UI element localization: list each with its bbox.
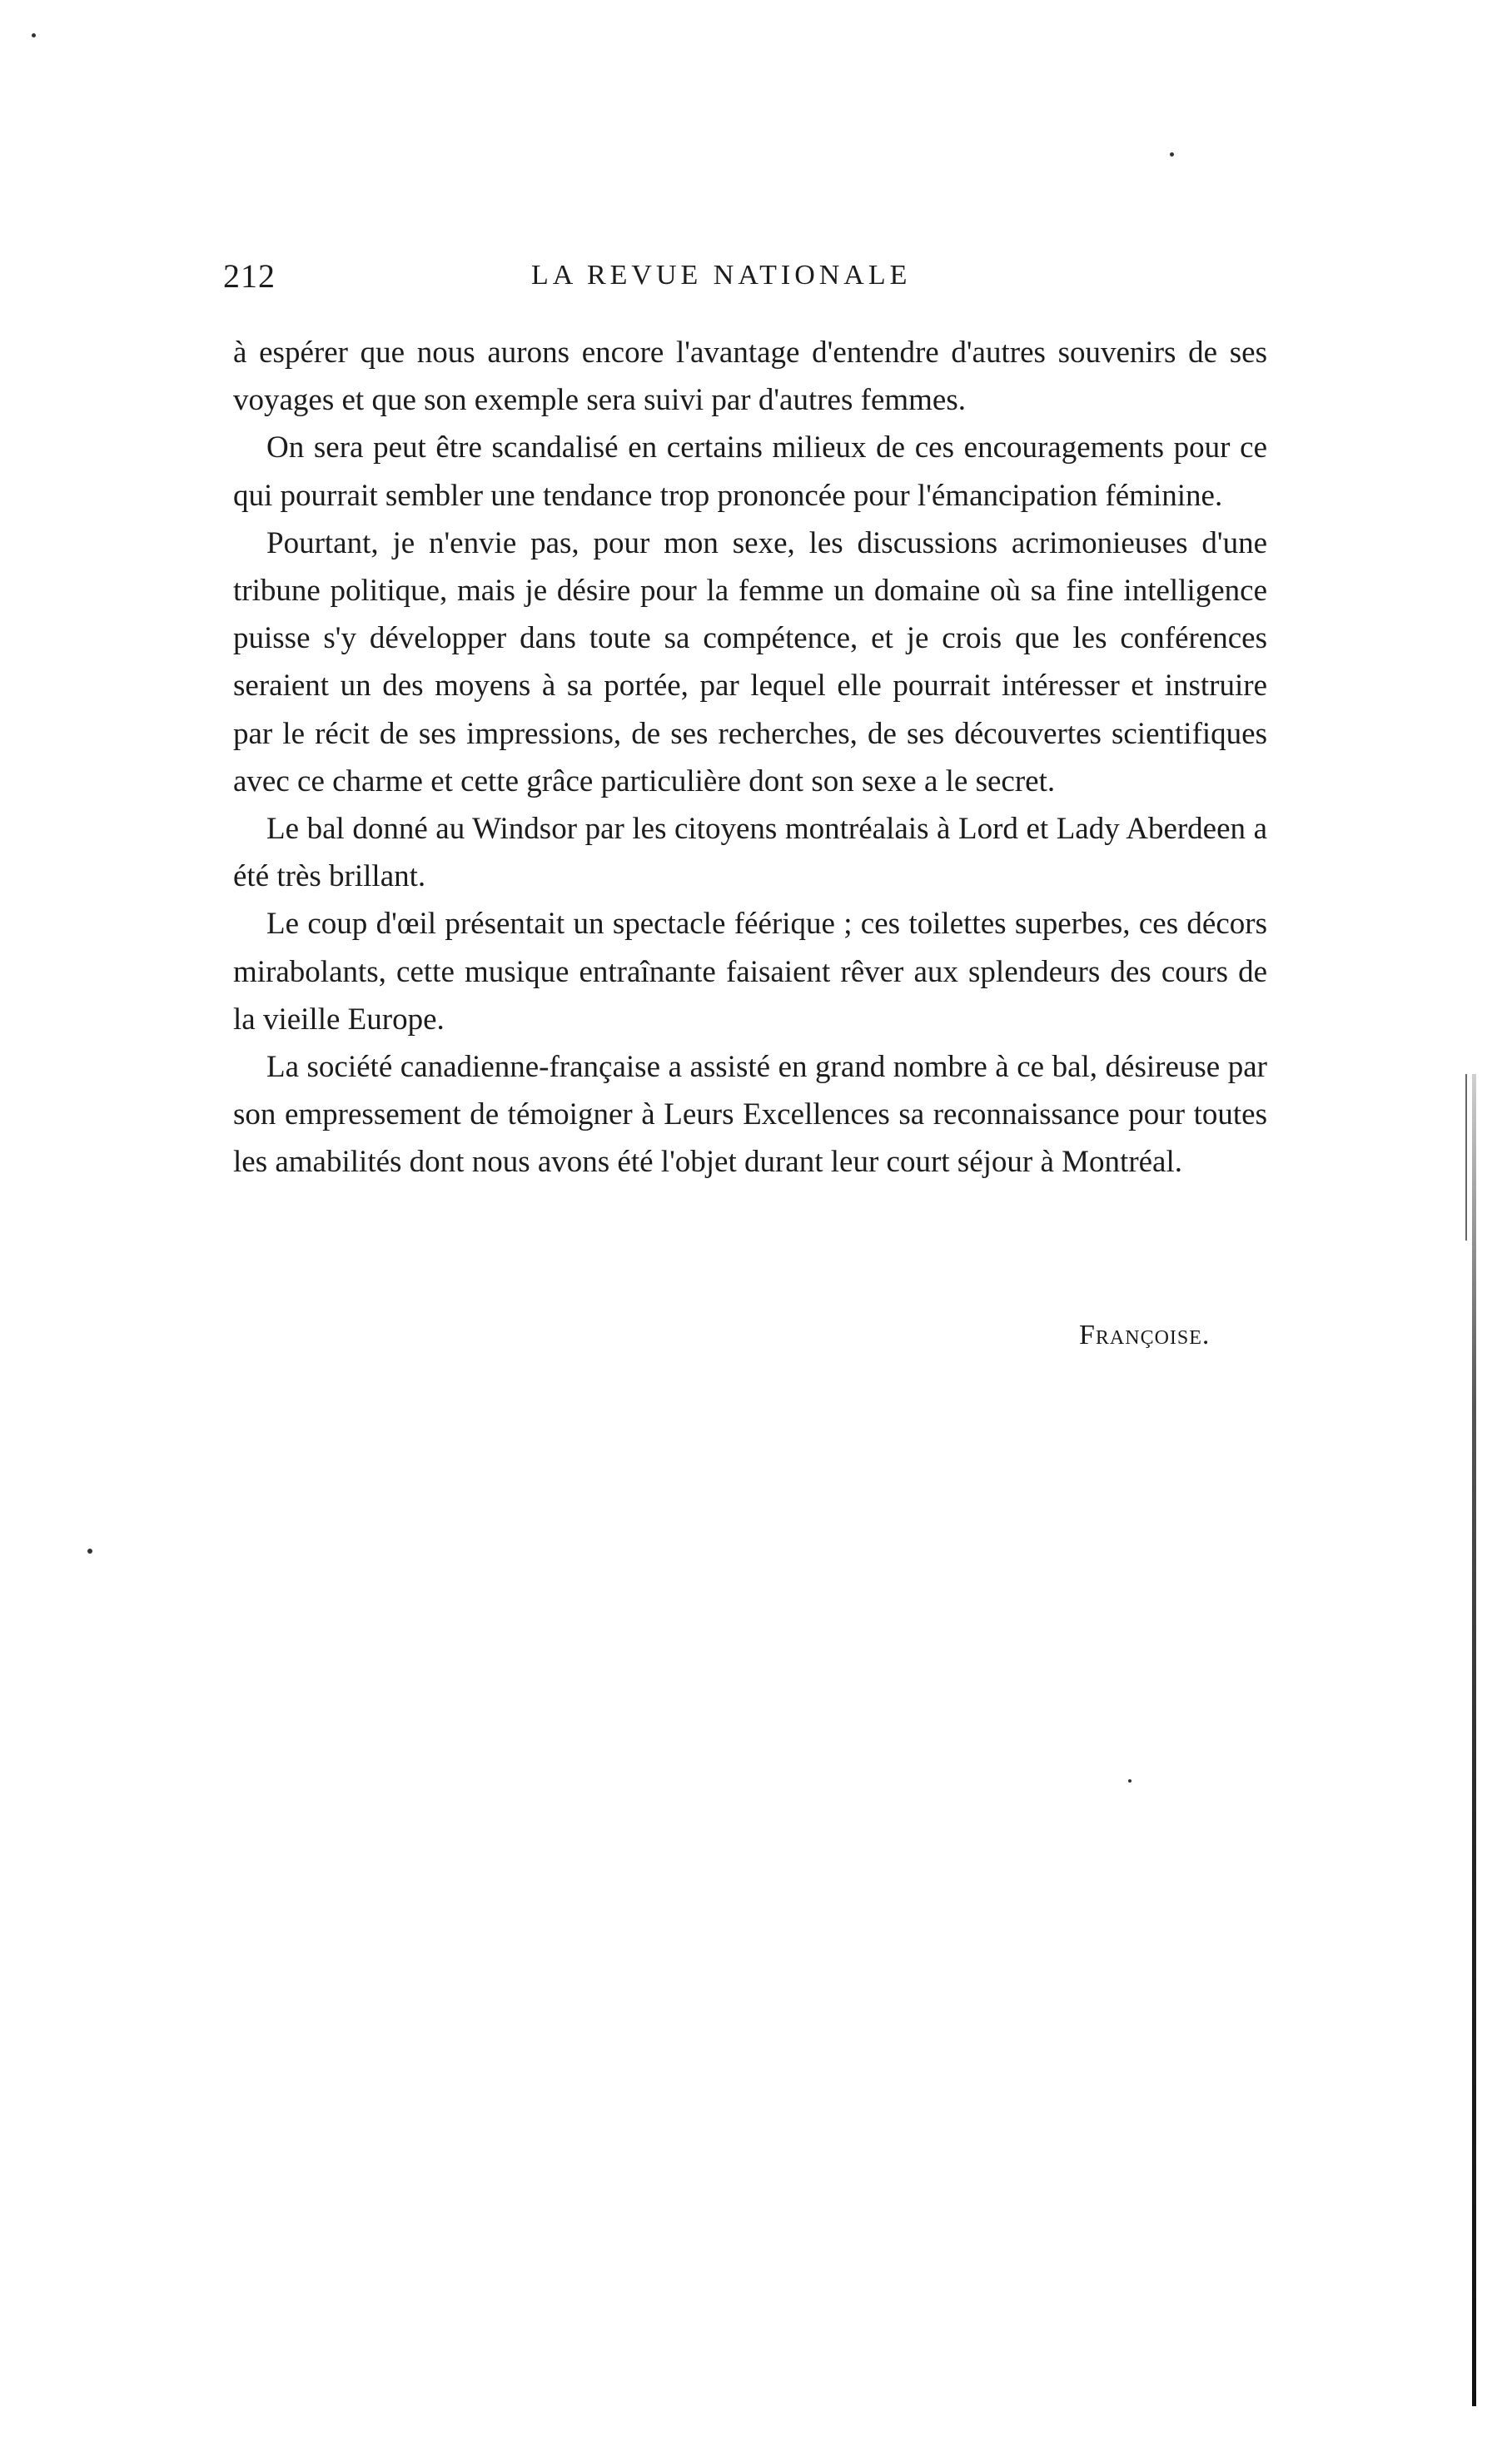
scan-speck [1170,152,1174,157]
paragraph: à espérer que nous aurons encore l'avantage d'entendre d'autres souvenirs de ses voyages et que son exemple sera suivi par d'autres femmes. [233,336,1267,418]
scan-speck [32,33,36,37]
journal-title: LA REVUE NATIONALE [531,260,912,291]
scan-edge-line [1472,1074,1476,2406]
scan-edge-line [1465,1074,1467,1241]
paragraph: La société canadienne-française a assisté en grand nombre à ce bal, désireuse par son empressement de témoigner à Leurs Excellences sa reconnaissance pour toutes les amabilités dont nous avons été l'objet durant leur court séjour à Montréal. [233,1050,1267,1180]
running-head [223,256,1266,306]
author-signature: Françoise. [1079,1320,1211,1350]
page-number: 212 [223,257,276,295]
paragraph: Le bal donné au Windsor par les citoyens montréalais à Lord et Lady Aberdeen a été très brillant. [233,812,1267,894]
scan-speck [87,1549,92,1554]
paragraph: Pourtant, je n'envie pas, pour mon sexe, les discussions acrimonieuses d'une tribune politique, mais je désire pour la femme un domaine où sa fine intelligence puisse s'y développer dans toute sa compétence, et je crois que les conférences seraient un des moyens à sa portée, par lequel elle pourrait intéresser et instruire par le récit de ses impressions, de ses recherches, de ses découvertes scientifiques avec ce charme et cette grâce particulière dont son sexe a le secret. [233,525,1267,798]
article-body [233,329,1267,1186]
paragraph: Le coup d'œil présentait un spectacle féérique ; ces toilettes superbes, ces décors mirabolants, cette musique entraînante faisaient rêver aux splendeurs des cours de la vieille Europe. [233,907,1267,1037]
scan-speck [1128,1779,1132,1783]
paragraph: On sera peut être scandalisé en certains milieux de ces encouragements pour ce qui pourrait sembler une tendance trop prononcée pour l'émancipation féminine. [233,430,1267,513]
